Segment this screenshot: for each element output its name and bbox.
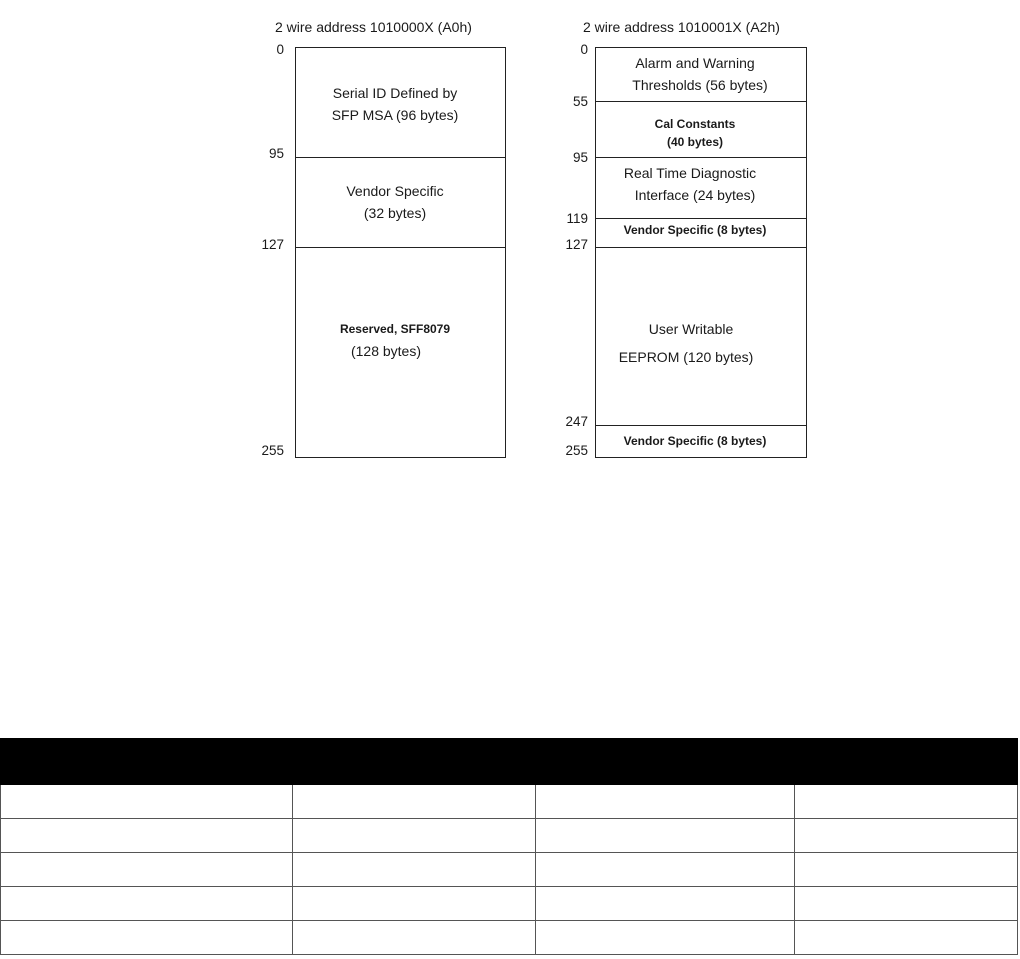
a2-region-cal-constants: [595, 115, 795, 151]
a2-divider: [595, 247, 807, 248]
table-row: [1, 853, 1018, 887]
table-row: [1, 819, 1018, 853]
table-header-cell: [795, 739, 1018, 785]
a0-region-reserved: [295, 318, 495, 362]
table-cell: [795, 853, 1018, 887]
region-size: (128 bytes): [350, 343, 422, 359]
a0-map-title: 2 wire address 1010000X (A0h): [275, 19, 472, 35]
table-cell: [795, 819, 1018, 853]
a2-divider: [595, 157, 807, 158]
a0-addr-255: 255: [261, 443, 284, 458]
a2-region-real-time-diagnostic: [595, 162, 795, 206]
table-cell: [1, 887, 293, 921]
region-label: Alarm and Warning: [635, 55, 755, 71]
region-size: Thresholds (56 bytes): [632, 77, 768, 93]
table-row: [1, 921, 1018, 955]
table-header-cell: [293, 739, 536, 785]
region-label: Cal Constants: [654, 117, 736, 131]
table-cell: [293, 887, 536, 921]
region-size: Interface (24 bytes): [634, 187, 756, 203]
a2-divider: [595, 425, 807, 426]
table-cell: [795, 785, 1018, 819]
table-cell: [293, 785, 536, 819]
table-cell: [536, 785, 795, 819]
data-table: [0, 738, 1020, 955]
table-cell: [1, 921, 293, 955]
table-cell: [536, 921, 795, 955]
a2-addr-255: 255: [565, 443, 588, 458]
table-header-row: [1, 739, 1018, 785]
table-row: [1, 785, 1018, 819]
region-label: Vendor Specific: [346, 183, 444, 199]
a2-addr-119: 119: [566, 211, 588, 226]
region-label: Reserved, SFF8079: [339, 322, 451, 336]
a2-region-vendor-specific-end: [595, 432, 795, 450]
a0-divider: [295, 157, 506, 158]
region-size: (40 bytes): [666, 135, 724, 149]
a2-addr-95: 95: [572, 150, 588, 165]
a2-addr-127: 127: [565, 237, 588, 252]
a0-region-serial-id: [295, 82, 495, 126]
region-label: Vendor Specific (8 bytes): [623, 434, 767, 448]
a2-addr-0: 0: [580, 42, 588, 57]
a0-region-vendor-specific: [295, 180, 495, 224]
table-cell: [1, 785, 293, 819]
region-label: Vendor Specific (8 bytes): [623, 223, 767, 237]
table-cell: [536, 853, 795, 887]
region-label: Serial ID Defined by: [332, 85, 458, 101]
a2-region-alarm-thresholds: [595, 52, 795, 96]
a0-addr-0: 0: [276, 42, 284, 57]
table-cell: [795, 887, 1018, 921]
table-cell: [536, 819, 795, 853]
a0-divider: [295, 247, 506, 248]
a2-map-title: 2 wire address 1010001X (A2h): [583, 19, 780, 35]
table-header-cell: [1, 739, 293, 785]
a2-addr-247: 247: [565, 414, 588, 429]
a0-addr-127: 127: [261, 237, 284, 252]
region-label: User Writable: [648, 321, 734, 337]
table-cell: [795, 921, 1018, 955]
table-cell: [536, 887, 795, 921]
a2-addr-55: 55: [572, 94, 588, 109]
a2-region-vendor-specific: [595, 221, 795, 239]
table-cell: [1, 853, 293, 887]
a2-divider: [595, 101, 807, 102]
table-cell: [293, 921, 536, 955]
region-size: EEPROM (120 bytes): [618, 349, 754, 365]
table-cell: [293, 819, 536, 853]
table-row: [1, 887, 1018, 921]
region-size: SFP MSA (96 bytes): [331, 107, 459, 123]
a2-memory-map: [595, 47, 807, 458]
a2-region-user-eeprom: [595, 318, 795, 368]
table-header-cell: [536, 739, 795, 785]
table-cell: [1, 819, 293, 853]
region-label: Real Time Diagnostic: [623, 165, 757, 181]
a2-divider: [595, 218, 807, 219]
region-size: (32 bytes): [363, 205, 427, 221]
table-cell: [293, 853, 536, 887]
a0-addr-95: 95: [268, 146, 284, 161]
